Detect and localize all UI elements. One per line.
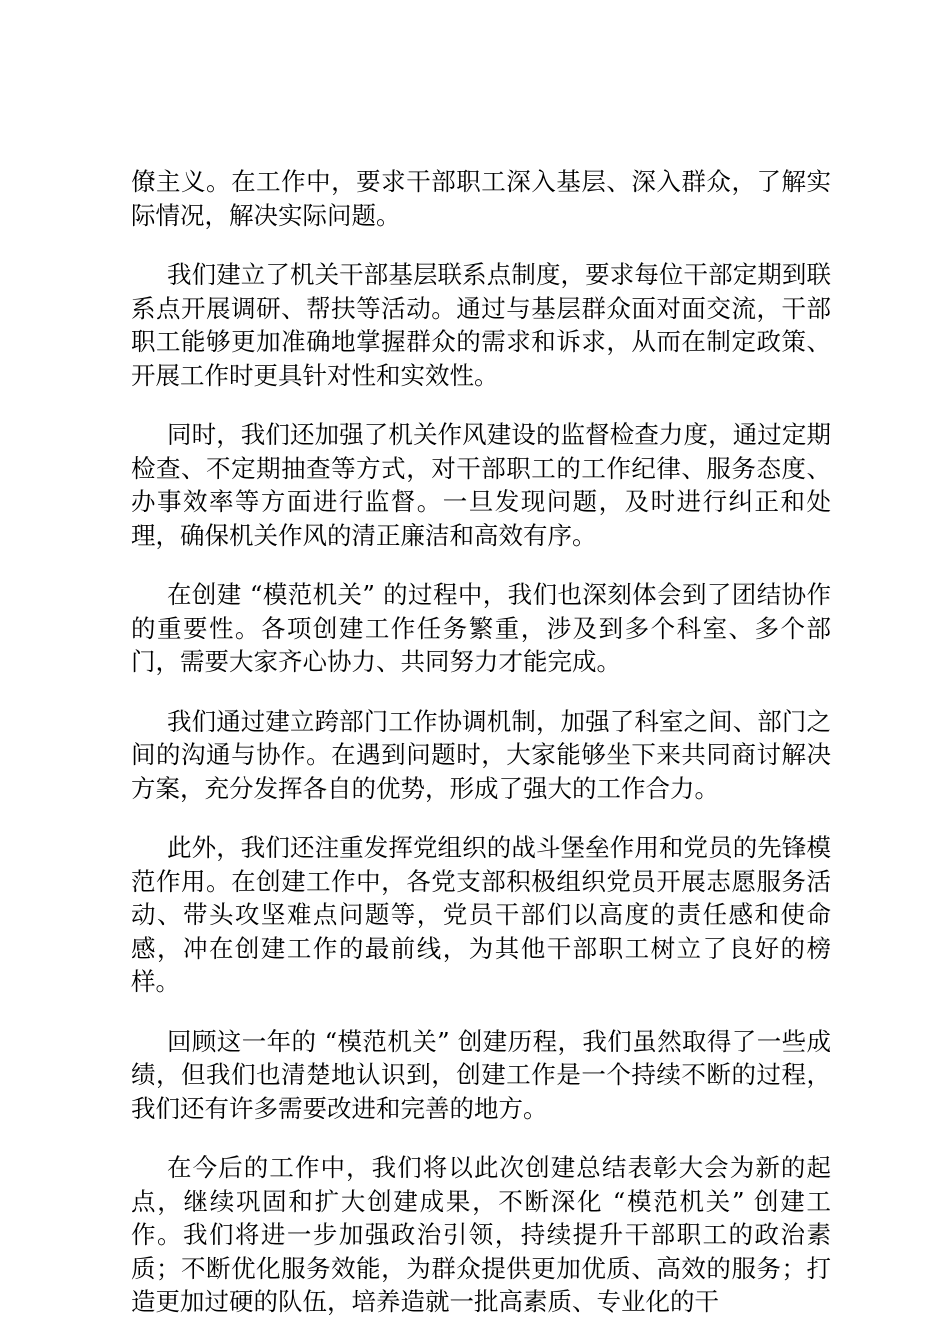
document-body — [131, 165, 831, 1319]
paragraph-2: 我们建立了机关干部基层联系点制度，要求每位干部定期到联系点开展调研、帮扶等活动。通过与基层群众面对面交流，干部职工能够更加准确地掌握群众的需求和诉求，从而在制定政策、开展工作时更具针对性和实效性。 — [131, 260, 831, 390]
paragraph-4: 在创建 “模范机关” 的过程中，我们也深刻体会到了团结协作的重要性。各项创建工作任务繁重，涉及到多个科室、多个部门，需要大家齐心协力、共同努力才能完成。 — [131, 580, 831, 676]
paragraph-3: 同时，我们还加强了机关作风建设的监督检查力度，通过定期检查、不定期抽查等方式，对干部职工的工作纪律、服务态度、办事效率等方面进行监督。一旦发现问题，及时进行纠正和处理，确保机关作风的清正廉洁和高效有序。 — [131, 420, 831, 550]
paragraph-7: 回顾这一年的 “模范机关” 创建历程，我们虽然取得了一些成绩，但我们也清楚地认识到，创建工作是一个持续不断的过程，我们还有许多需要改进和完善的地方。 — [131, 1026, 831, 1123]
paragraph-5: 我们通过建立跨部门工作协调机制，加强了科室之间、部门之间的沟通与协作。在遇到问题时，大家能够坐下来共同商讨解决方案，充分发挥各自的优势，形成了强大的工作合力。 — [131, 706, 831, 803]
paragraph-8: 在今后的工作中，我们将以此次创建总结表彰大会为新的起点，继续巩固和扩大创建成果，不断深化 “模范机关” 创建工作。我们将进一步加强政治引领，持续提升干部职工的政治素质；不断优化服务效能，为群众提供更加优质、高效的服务；打造更加过硬的队伍，培养造就一批高素质、专业化的干 — [131, 1153, 831, 1316]
paragraph-6: 此外，我们还注重发挥党组织的战斗堡垒作用和党员的先锋模范作用。在创建工作中，各党支部积极组织党员开展志愿服务活动、带头攻坚难点问题等，党员干部们以高度的责任感和使命感，冲在创建工作的最前线，为其他干部职工树立了良好的榜样。 — [131, 833, 831, 996]
paragraph-1: 僚主义。在工作中，要求干部职工深入基层、深入群众，了解实际情况，解决实际问题。 — [131, 167, 831, 230]
